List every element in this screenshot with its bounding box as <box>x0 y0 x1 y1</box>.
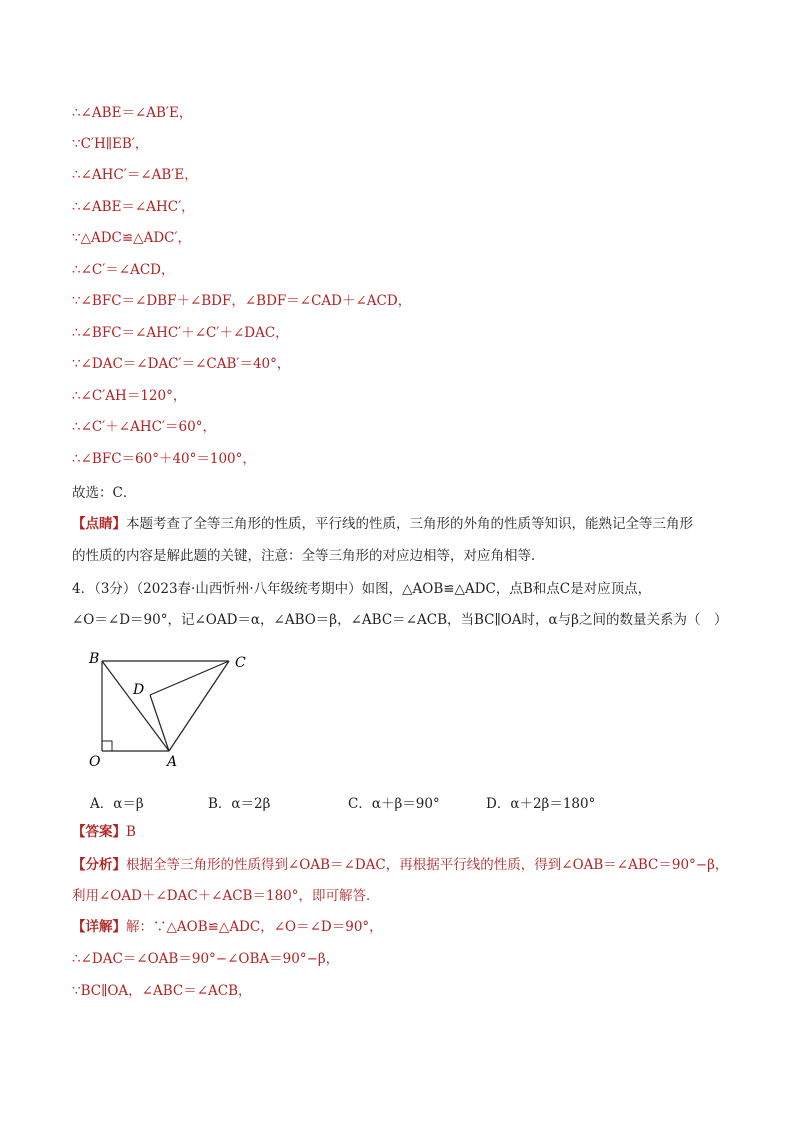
question-4-line-1: 4．（3分）（2023春·山西忻州·八年级统考期中）如图，△AOB≌△ADC，点B和点C是对应顶点， <box>72 581 652 597</box>
segment-BA <box>102 661 169 751</box>
label-O: O <box>89 754 101 770</box>
xiangjie-line-1 <box>72 918 383 936</box>
solution-step: ∴∠BFC＝60°＋40°＝100°， <box>72 451 256 467</box>
solution-step: ∴∠C′AH＝120°， <box>72 388 187 404</box>
xiangjie-tag: 【详解】 <box>72 919 126 935</box>
answer-tag: 【答案】 <box>72 824 126 840</box>
option-d: D．α＋2β＝180° <box>486 796 596 812</box>
fenxi-text-1: 根据全等三角形的性质得到∠OAB＝∠DAC，再根据平行线的性质，得到∠OAB＝∠ABC＝90°−β， <box>126 857 729 873</box>
fenxi-line-1 <box>72 856 728 874</box>
xiangjie-line-2: ∴∠DAC＝∠OAB＝90°−∠OBA＝90°−β， <box>72 951 340 967</box>
solution-step: ∴∠BFC＝∠AHC′＋∠C′＋∠DAC， <box>72 325 289 341</box>
question-4-line-2: ∠O＝∠D＝90°，记∠OAD＝α，∠ABO＝β，∠ABC＝∠ACB，当BC∥OA时，α与β之间的数量关系为（ ） <box>72 612 728 628</box>
xiangjie-line-3: ∵BC∥OA，∠ABC＝∠ACB， <box>72 983 252 999</box>
label-A: A <box>167 754 178 770</box>
option-a: A．α＝β <box>90 796 144 812</box>
dianjing-tag: 【点睛】 <box>72 516 126 532</box>
solution-step: ∴∠C′＋∠AHC′＝60°， <box>72 419 216 435</box>
dianjing-line-1 <box>72 515 693 533</box>
solution-step: ∴∠AHC′＝∠AB′E， <box>72 167 198 183</box>
answer-value: B <box>126 824 136 840</box>
dianjing-text-1: 本题考查了全等三角形的性质，平行线的性质，三角形的外角的性质等知识，能熟记全等三角形 <box>126 516 693 532</box>
solution-step: ∵∠DAC＝∠DAC′＝∠CAB′＝40°， <box>72 356 291 372</box>
option-c: C．α＋β＝90° <box>348 796 440 812</box>
segment-DA <box>150 695 169 751</box>
geometry-figure <box>80 645 260 775</box>
fenxi-line-2: 利用∠OAD＋∠DAC＋∠ACB＝180°，即可解答． <box>72 888 380 904</box>
option-b: B．α＝2β <box>208 796 271 812</box>
solution-step: ∴∠ABE＝∠AB′E， <box>72 105 193 121</box>
answer-line <box>72 823 136 841</box>
solution-step: ∵△ADC≌△ADC′， <box>72 230 192 246</box>
solution-step: ∵C′H∥EB′， <box>72 136 149 152</box>
label-C: C <box>235 655 246 671</box>
label-B: B <box>89 651 100 667</box>
right-angle-mark <box>102 741 112 751</box>
solution-step: ∴∠C′＝∠ACD， <box>72 262 175 278</box>
solution-step: ∴∠ABE＝∠AHC′， <box>72 199 195 215</box>
dianjing-line-2: 的性质的内容是解此题的关键，注意：全等三角形的对应边相等，对应角相等． <box>72 548 545 564</box>
solution-step: ∵∠BFC＝∠DBF＋∠BDF，∠BDF＝∠CAD＋∠ACD， <box>72 293 412 309</box>
fenxi-tag: 【分析】 <box>72 857 126 873</box>
label-D: D <box>133 682 145 698</box>
xiangjie-text-1: 解：∵△AOB≌△ADC，∠O＝∠D＝90°， <box>126 919 383 935</box>
choice-line: 故选：C． <box>72 485 137 501</box>
